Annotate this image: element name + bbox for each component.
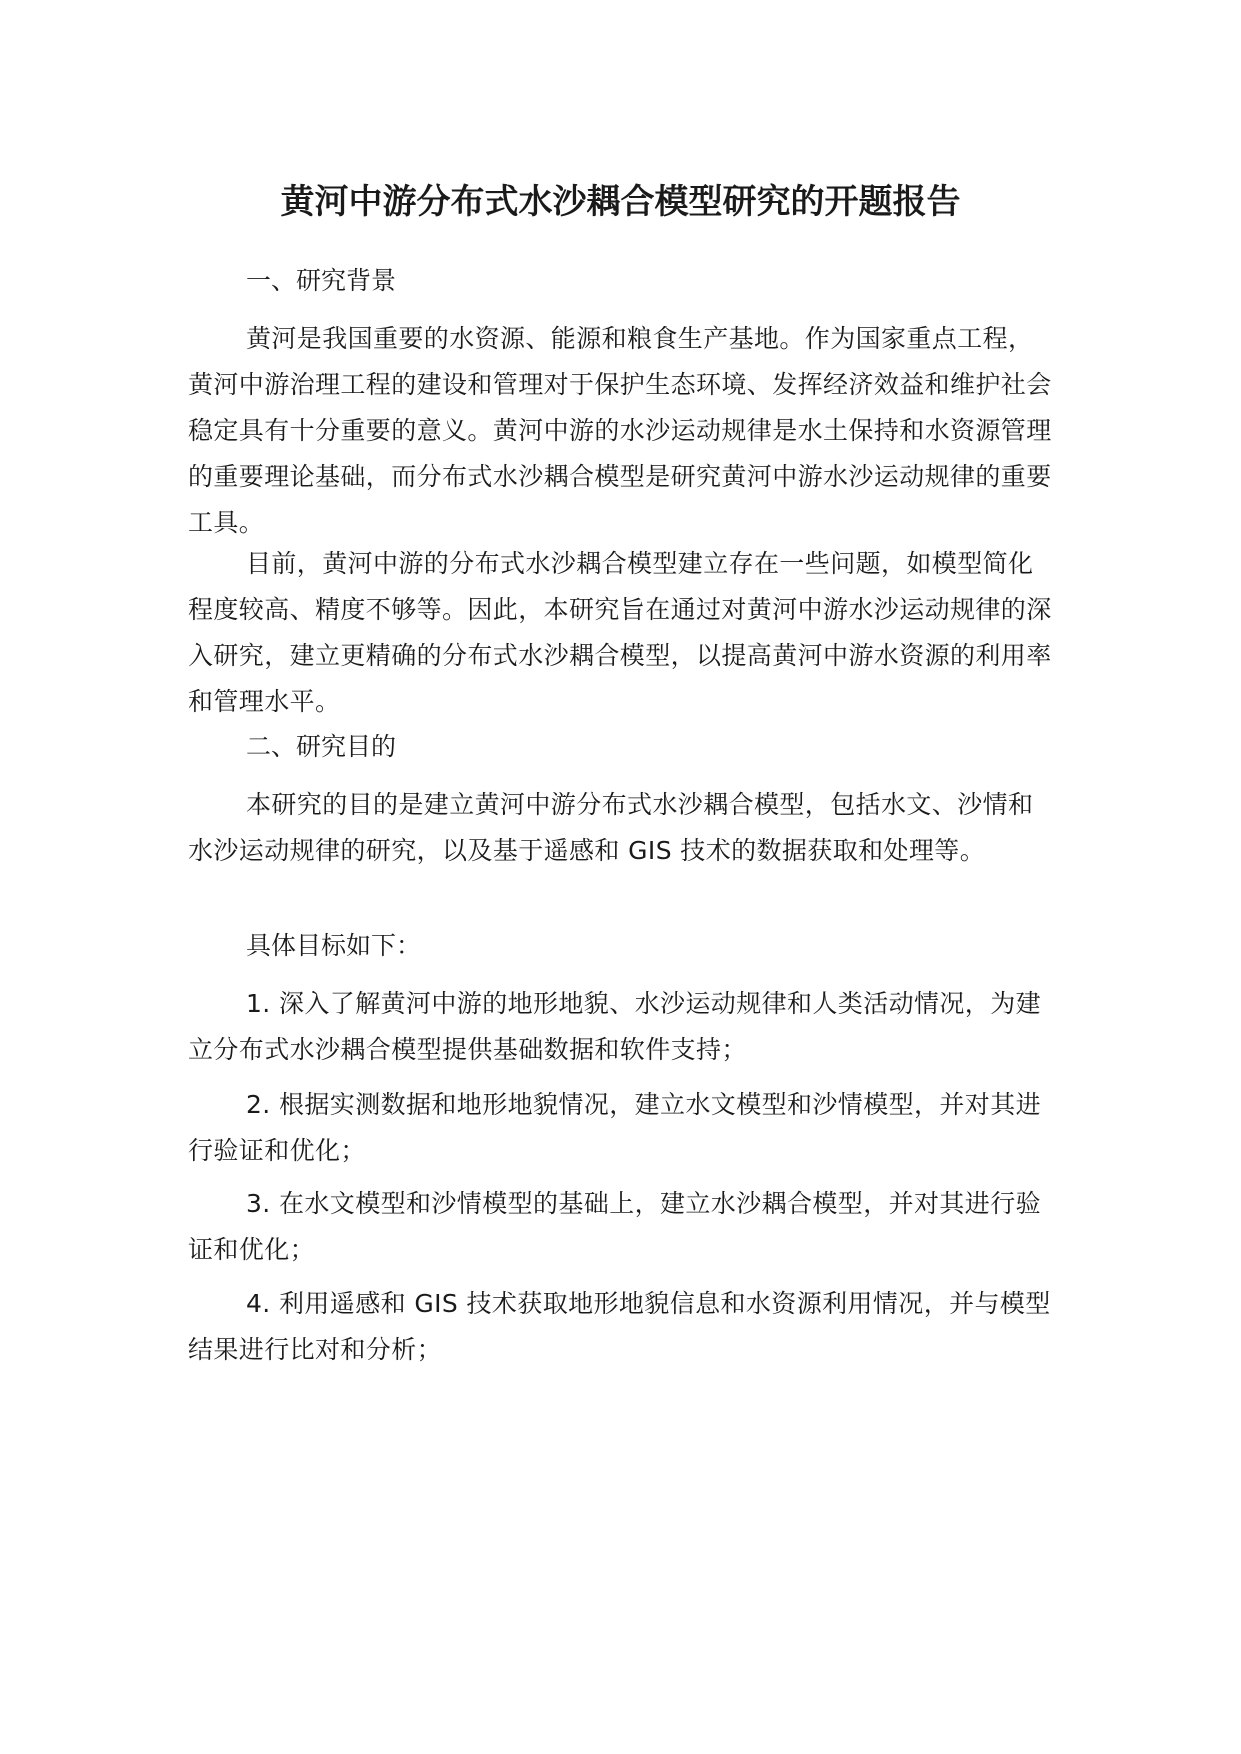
goal-item-1: 1. 深入了解黄河中游的地形地貌、水沙运动规律和人类活动情况，为建立分布式水沙耦合模型提供基础数据和软件支持； [188,989,1042,1064]
goal-item-3: 3. 在水文模型和沙情模型的基础上，建立水沙耦合模型，并对其进行验证和优化； [188,1189,1042,1264]
paragraph-background-2: 目前，黄河中游的分布式水沙耦合模型建立存在一些问题，如模型简化程度较高、精度不够等。因此，本研究旨在通过对黄河中游水沙运动规律的深入研究，建立更精确的分布式水沙耦合模型，以提高黄河中游水资源的利用率和管理水平。 [188,549,1052,716]
goal-item-2: 2. 根据实测数据和地形地貌情况，建立水文模型和沙情模型，并对其进行验证和优化； [188,1090,1042,1165]
paragraph-purpose: 本研究的目的是建立黄河中游分布式水沙耦合模型，包括水文、沙情和水沙运动规律的研究，以及基于遥感和 GIS 技术的数据获取和处理等。 [188,790,1034,865]
section-heading-purpose: 二、研究目的 [246,732,397,761]
goal-item-4: 4. 利用遥感和 GIS 技术获取地形地貌信息和水资源利用情况，并与模型结果进行比对和分析； [188,1289,1051,1364]
goals-intro: 具体目标如下： [246,931,422,960]
section-heading-background: 一、研究背景 [246,266,397,295]
document-title: 黄河中游分布式水沙耦合模型研究的开题报告 [280,182,961,222]
paragraph-background-1: 黄河是我国重要的水资源、能源和粮食生产基地。作为国家重点工程，黄河中游治理工程的建设和管理对于保护生态环境、发挥经济效益和维护社会稳定具有十分重要的意义。黄河中游的水沙运动规律是水土保持和水资源管理的重要理论基础，而分布式水沙耦合模型是研究黄河中游水沙运动规律的重要工具。 [188,324,1052,537]
